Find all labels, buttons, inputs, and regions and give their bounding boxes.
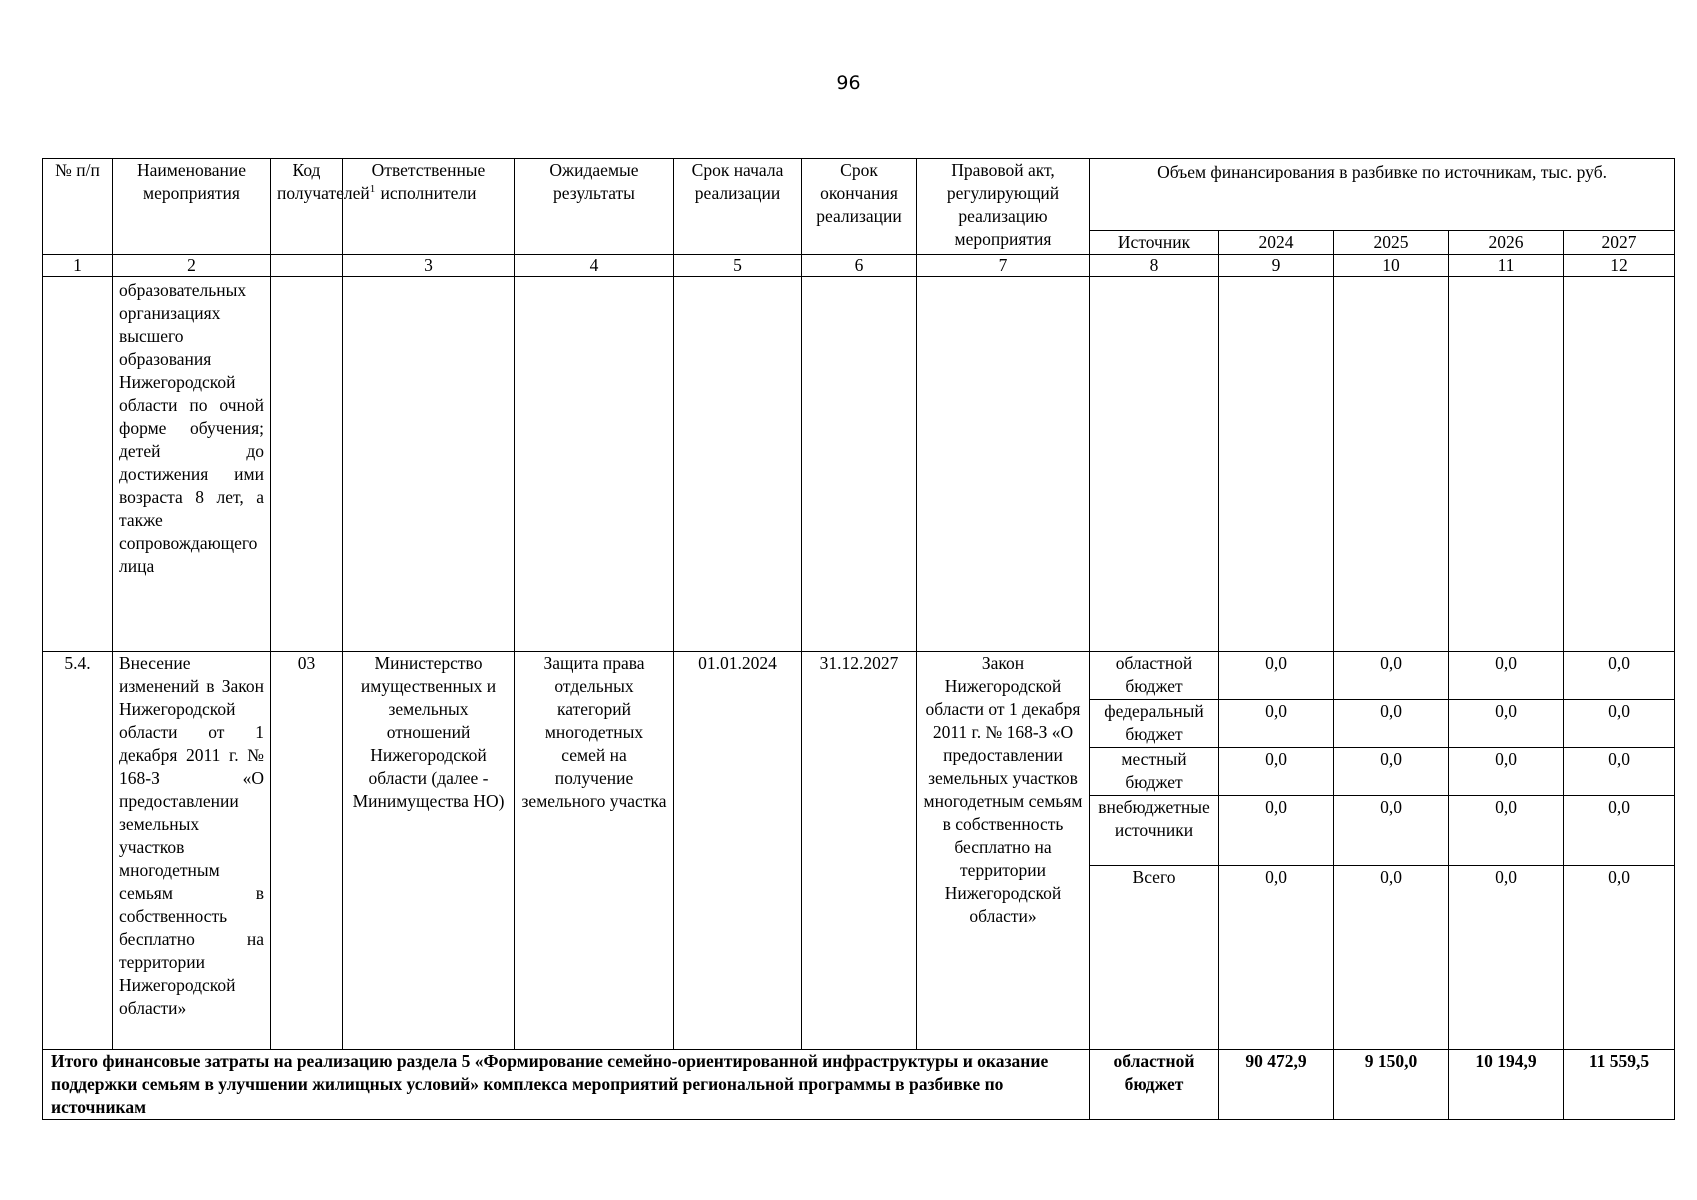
col-num bbox=[271, 255, 343, 277]
value-2026: 0,0 bbox=[1449, 866, 1564, 1050]
item-legal-act: Закон Нижегородской области от 1 декабря 2011 г. № 168-З «О предоставлении земельных участков многодетным семьям в собственность бесплатно на территории Нижегородской области» bbox=[917, 652, 1090, 1050]
header-code bbox=[271, 159, 376, 255]
value-2027: 0,0 bbox=[1564, 866, 1675, 1050]
header-source: Источник bbox=[1090, 231, 1219, 255]
column-numbers-row bbox=[43, 255, 1675, 277]
header-row bbox=[43, 159, 1675, 231]
header-name: Наименование мероприятия bbox=[113, 159, 271, 255]
section-total-2026: 10 194,9 bbox=[1449, 1050, 1564, 1120]
value-2026: 0,0 bbox=[1449, 748, 1564, 796]
col-num: 4 bbox=[515, 255, 674, 277]
empty-cell bbox=[1449, 277, 1564, 652]
section-total-2024: 90 472,9 bbox=[1219, 1050, 1334, 1120]
header-start: Срок начала реализации bbox=[674, 159, 802, 255]
section-total-label: Итого финансовые затраты на реализацию раздела 5 «Формирование семейно-ориентированной инфраструктуры и оказание поддержки семьям в улучшении жилищных условий» комплекса мероприятий региональной программы в разбивке по источникам bbox=[43, 1050, 1090, 1120]
empty-cell bbox=[1334, 277, 1449, 652]
empty-cell bbox=[802, 277, 917, 652]
value-2025: 0,0 bbox=[1334, 866, 1449, 1050]
col-num: 8 bbox=[1090, 255, 1219, 277]
header-results: Ожидаемые результаты bbox=[515, 159, 674, 255]
section-total-2027: 11 559,5 bbox=[1564, 1050, 1675, 1120]
section-total-row bbox=[43, 1050, 1675, 1120]
value-2024: 0,0 bbox=[1219, 866, 1334, 1050]
empty-cell bbox=[1219, 277, 1334, 652]
header-code-label: Код получателей bbox=[277, 160, 370, 203]
value-2024: 0,0 bbox=[1219, 748, 1334, 796]
source-name: областной бюджет bbox=[1090, 652, 1219, 700]
value-2027: 0,0 bbox=[1564, 700, 1675, 748]
value-2027: 0,0 bbox=[1564, 652, 1675, 700]
value-2025: 0,0 bbox=[1334, 748, 1449, 796]
col-num: 7 bbox=[917, 255, 1090, 277]
item-start-date: 01.01.2024 bbox=[674, 652, 802, 1050]
value-2026: 0,0 bbox=[1449, 652, 1564, 700]
value-2025: 0,0 bbox=[1334, 652, 1449, 700]
item-row-source-1 bbox=[43, 652, 1675, 700]
value-2026: 0,0 bbox=[1449, 796, 1564, 866]
footnote-marker: 1 bbox=[369, 183, 376, 196]
continuation-row bbox=[43, 277, 1675, 652]
col-num: 9 bbox=[1219, 255, 1334, 277]
header-funding: Объем финансирования в разбивке по источникам, тыс. руб. bbox=[1090, 159, 1675, 231]
empty-cell bbox=[515, 277, 674, 652]
funding-table bbox=[42, 158, 1675, 1120]
col-num: 5 bbox=[674, 255, 802, 277]
col-num: 10 bbox=[1334, 255, 1449, 277]
col-num: 1 bbox=[43, 255, 113, 277]
item-end-date: 31.12.2027 bbox=[802, 652, 917, 1050]
value-2024: 0,0 bbox=[1219, 796, 1334, 866]
header-year-2026: 2026 bbox=[1449, 231, 1564, 255]
empty-cell bbox=[271, 277, 343, 652]
empty-cell bbox=[43, 277, 113, 652]
page-number: 96 bbox=[836, 72, 861, 94]
empty-cell bbox=[1564, 277, 1675, 652]
item-name: Внесение изменений в Закон Нижегородской области от 1 декабря 2011 г. № 168-З «О предоставлении земельных участков многодетным семьям в собственность бесплатно на территории Нижегородской области» bbox=[113, 652, 271, 1050]
value-2027: 0,0 bbox=[1564, 796, 1675, 866]
item-number: 5.4. bbox=[43, 652, 113, 1050]
empty-cell bbox=[917, 277, 1090, 652]
header-year-2025: 2025 bbox=[1334, 231, 1449, 255]
empty-cell bbox=[1090, 277, 1219, 652]
source-name: местный бюджет bbox=[1090, 748, 1219, 796]
value-2027: 0,0 bbox=[1564, 748, 1675, 796]
col-num: 3 bbox=[343, 255, 515, 277]
header-responsible: Ответственные исполнители bbox=[343, 159, 515, 255]
value-2025: 0,0 bbox=[1334, 796, 1449, 866]
col-num: 2 bbox=[113, 255, 271, 277]
col-num: 12 bbox=[1564, 255, 1675, 277]
item-code: 03 bbox=[271, 652, 343, 1050]
col-num: 6 bbox=[802, 255, 917, 277]
header-act: Правовой акт, регулирующий реализацию мероприятия bbox=[917, 159, 1090, 255]
empty-cell bbox=[343, 277, 515, 652]
section-total-2025: 9 150,0 bbox=[1334, 1050, 1449, 1120]
empty-cell bbox=[674, 277, 802, 652]
section-total-source: областной бюджет bbox=[1090, 1050, 1219, 1120]
item-responsible: Министерство имущественных и земельных отношений Нижегородской области (далее - Минимущества НО) bbox=[343, 652, 515, 1050]
source-name: федеральный бюджет bbox=[1090, 700, 1219, 748]
value-2024: 0,0 bbox=[1219, 700, 1334, 748]
value-2026: 0,0 bbox=[1449, 700, 1564, 748]
header-no: № п/п bbox=[43, 159, 113, 255]
header-year-2027: 2027 bbox=[1564, 231, 1675, 255]
value-2025: 0,0 bbox=[1334, 700, 1449, 748]
source-name: Всего bbox=[1090, 866, 1219, 1050]
header-end: Срок окончания реализации bbox=[802, 159, 917, 255]
header-year-2024: 2024 bbox=[1219, 231, 1334, 255]
item-results: Защита права отдельных категорий многодетных семей на получение земельного участка bbox=[515, 652, 674, 1050]
value-2024: 0,0 bbox=[1219, 652, 1334, 700]
continuation-name: образовательных организациях высшего образования Нижегородской области по очной форме обучения; детей до достижения ими возраста 8 лет, а также сопровождающего лица bbox=[113, 277, 271, 652]
col-num: 11 bbox=[1449, 255, 1564, 277]
source-name: внебюджетные источники bbox=[1090, 796, 1219, 866]
